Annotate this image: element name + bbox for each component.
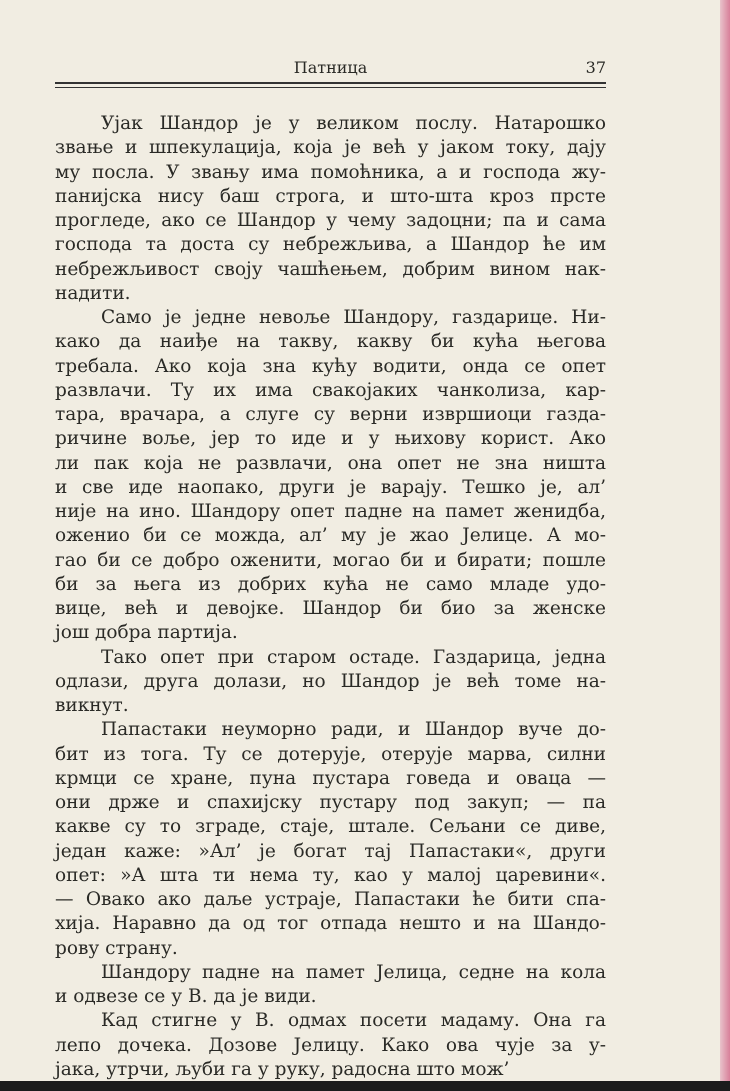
text-line: Тако опет при старом остаде. Газдарица, једна [101, 646, 606, 668]
text-line: панијска нису баш строга, и што-шта кроз прсте [55, 185, 606, 207]
paragraph [55, 718, 606, 961]
text-line: лепо дочека. Дозове Јелицу. Како ова чује за у- [55, 1034, 606, 1056]
header-rule-thin [55, 87, 606, 88]
running-head [55, 56, 606, 80]
text-line: хија. Наравно да од тог отпада нешто и на Шандо- [55, 913, 606, 935]
text-line: небрежљивост своју чашћењем, добрим вином нак- [55, 258, 606, 280]
text-line: — Овако ако даље устраје, Папастаки ће бити спа- [55, 889, 606, 910]
text-line: гао би се добро оженити, могао би и бирати; пошле [55, 549, 606, 571]
text-line: ли пак која не развлачи, она опет не зна ништа [55, 452, 606, 474]
text-line: викнут. [55, 695, 129, 716]
page-number: 37 [585, 58, 606, 77]
text-line: би за њега из добрих кућа не само младе удо- [55, 573, 606, 595]
text-line: они држе и спахијску пустару под закуп; — па [55, 792, 606, 813]
paragraph [55, 306, 606, 646]
paragraph [55, 1009, 606, 1082]
text-line: Шандору падне на памет Јелица, седне на кола [101, 961, 606, 983]
text-line: крмци се хране, пуна пустара говеда и оваца — [55, 767, 606, 789]
text-line: прогледе, ако се Шандор у чему задоцни; па и сама [55, 210, 606, 231]
text-line: јака, утрчи, љуби га у руку, радосна што мож’ [55, 1058, 510, 1080]
text-line: звање и шпекулација, која је већ у јаком току, дају [55, 137, 606, 159]
text-line: Ујак Шандор је у великом послу. Натарошко [101, 113, 606, 134]
paragraph [55, 961, 606, 1010]
text-line: бит из тога. Ту се дотерује, отерује марва, силни [55, 743, 606, 765]
text-line: тара, врачара, а слуге су верни извршиоци газда- [55, 404, 606, 425]
running-title: Патница [293, 58, 368, 77]
page-edge [720, 0, 730, 1091]
text-line: и одвезе се у В. да је види. [55, 986, 317, 1007]
text-line: Папастаки неуморно ради, и Шандор вуче до- [101, 719, 606, 741]
text-line: и све иде наопако, други је варају. Тешко је, ал’ [55, 476, 606, 498]
paragraph [55, 112, 606, 306]
text-line: Само је једне невоље Шандору, газдарице. Ни- [101, 307, 606, 328]
scan-bottom-edge [0, 1081, 730, 1091]
text-line: развлачи. Ту их има свакојаких чанколиза, кар- [55, 379, 606, 401]
text-line: један каже: »Ал’ је богат тај Папастаки«, други [55, 840, 606, 862]
text-line: Кад стигне у В. одмах посети мадаму. Она га [101, 1010, 606, 1032]
text-line: одлази, друга долази, но Шандор је већ томе на- [55, 670, 606, 692]
text-line: господа та доста су небрежљива, а Шандор ће им [55, 234, 606, 256]
text-line: рову страну. [55, 937, 178, 959]
text-line: надити. [55, 282, 131, 304]
text-line: требала. Ако која зна кућу водити, онда се опет [55, 355, 606, 377]
text-line: опет: »А шта ти нема ту, као у малој царевини«. [55, 864, 606, 886]
paragraph [55, 646, 606, 719]
text-line: ричине воље, јер то иде и у њихову корист. Ако [55, 428, 606, 450]
text-line: какве су то зграде, стаје, штале. Сељани се диве, [55, 816, 606, 838]
text-line: није на ино. Шандору опет падне на памет женидба, [55, 501, 606, 522]
text-line: како да наиђе на такву, какву би кућа његова [55, 331, 606, 353]
text-line: још добра партија. [55, 622, 238, 644]
text-line: вице, већ и девојке. Шандор би био за женске [55, 598, 606, 619]
text-line: оженио би се можда, ал’ му је жао Јелице. А мо- [55, 525, 606, 547]
body-text [55, 112, 606, 1082]
text-line: му посла. У звању има помоћника, а и господа жу- [55, 161, 606, 183]
header-rule [55, 82, 606, 84]
